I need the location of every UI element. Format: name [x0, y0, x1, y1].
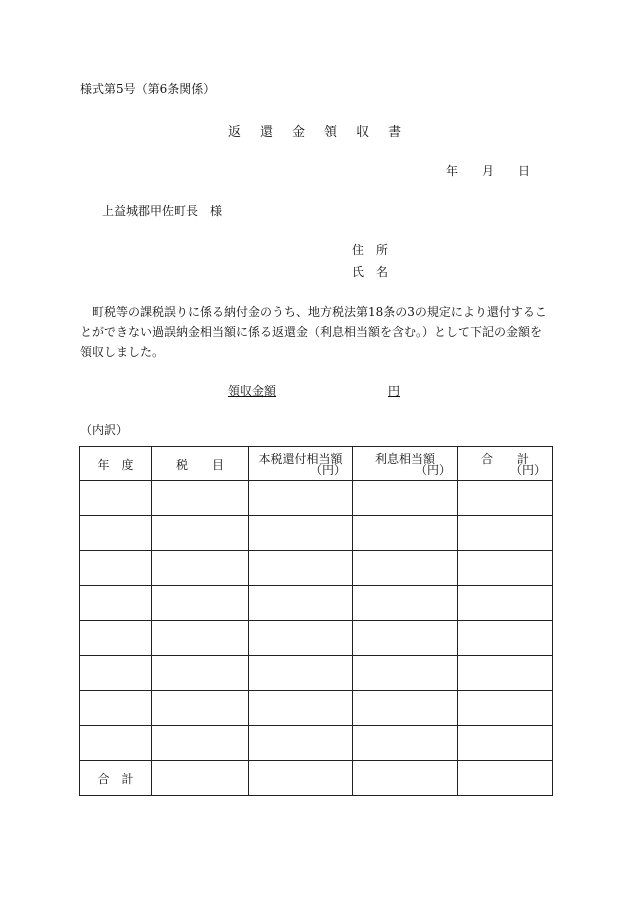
table-cell[interactable] [458, 726, 553, 761]
header-interest [353, 447, 458, 481]
table-cell[interactable] [80, 621, 152, 656]
table-cell[interactable] [353, 656, 458, 691]
table-cell[interactable] [152, 481, 249, 516]
table-cell[interactable] [353, 586, 458, 621]
table-cell[interactable] [152, 551, 249, 586]
table-row [80, 586, 553, 621]
title-char: 書 [388, 125, 403, 140]
table-cell[interactable] [80, 516, 152, 551]
addressee: 上益城郡甲佐町長 様 [102, 204, 223, 218]
table-cell[interactable] [249, 656, 353, 691]
table-cell[interactable] [353, 481, 458, 516]
table-cell[interactable] [80, 691, 152, 726]
table-cell[interactable] [353, 691, 458, 726]
table-cell[interactable] [249, 761, 353, 796]
header-label: 本税還付相当額 [258, 452, 343, 466]
table-cell[interactable] [80, 586, 152, 621]
title-char: 収 [356, 125, 371, 140]
breakdown-label: （内訳） [80, 423, 129, 437]
table-row [80, 551, 553, 586]
date-year: 年 [446, 164, 459, 178]
header-label: 合 計 [480, 452, 529, 466]
table-cell[interactable] [458, 761, 553, 796]
table-cell[interactable] [458, 656, 553, 691]
title-char: 金 [292, 125, 307, 140]
document-title [228, 121, 420, 140]
header-total [458, 447, 553, 481]
table-cell[interactable] [80, 551, 152, 586]
breakdown-table [79, 446, 553, 796]
table-cell[interactable] [80, 656, 152, 691]
table-body [80, 481, 553, 796]
table-cell[interactable] [249, 586, 353, 621]
table-row [80, 621, 553, 656]
table-header-row [80, 447, 553, 481]
table-cell[interactable] [152, 586, 249, 621]
table-cell[interactable] [80, 726, 152, 761]
table-cell[interactable] [458, 691, 553, 726]
header-label: 利息相当額 [374, 452, 435, 466]
header-label: 年 度 [97, 458, 134, 472]
total-label: 合 計 [80, 761, 152, 796]
address-label: 住 所 [352, 243, 389, 257]
date-day: 日 [518, 164, 531, 178]
table-row [80, 691, 553, 726]
table-cell[interactable] [80, 481, 152, 516]
table-cell[interactable] [353, 551, 458, 586]
header-principal-refund [249, 447, 353, 481]
table-cell[interactable] [353, 761, 458, 796]
date-line [446, 162, 530, 179]
header-unit: （円） [509, 463, 546, 477]
form-number: 様式第5号（第6条関係） [80, 82, 216, 96]
table-cell[interactable] [353, 726, 458, 761]
name-label: 氏 名 [352, 265, 389, 279]
table-cell[interactable] [458, 551, 553, 586]
table-row [80, 481, 553, 516]
table-cell[interactable] [152, 691, 249, 726]
header-tax-item [152, 447, 249, 481]
header-fiscal-year [80, 447, 152, 481]
table-cell[interactable] [152, 726, 249, 761]
header-label: 税 目 [175, 458, 224, 472]
title-char: 返 [228, 125, 243, 140]
amount-label: 領収金額 [228, 384, 277, 398]
table-cell[interactable] [353, 516, 458, 551]
header-unit: （円） [414, 463, 451, 477]
table-cell[interactable] [249, 481, 353, 516]
table-cell[interactable] [249, 621, 353, 656]
table-row [80, 656, 553, 691]
body-text: 町税等の課税誤りに係る納付金のうち、地方税法第18条の3の規定により還付することができない過誤納金相当額に係る返還金（利息相当額を含む。）として下記の金額を領収しました。 [80, 305, 547, 359]
table-row [80, 726, 553, 761]
table-cell[interactable] [152, 761, 249, 796]
table-cell[interactable] [353, 621, 458, 656]
title-char: 還 [260, 125, 275, 140]
table-cell[interactable] [249, 726, 353, 761]
total-row [80, 761, 553, 796]
table-row [80, 516, 553, 551]
table-cell[interactable] [458, 586, 553, 621]
table-cell[interactable] [152, 621, 249, 656]
table-cell[interactable] [249, 551, 353, 586]
table-cell[interactable] [152, 656, 249, 691]
table-cell[interactable] [152, 516, 249, 551]
title-char: 領 [324, 125, 339, 140]
date-month: 月 [482, 164, 495, 178]
header-unit: （円） [309, 463, 346, 477]
amount-line [228, 382, 400, 399]
table-cell[interactable] [249, 691, 353, 726]
amount-unit: 円 [388, 384, 401, 398]
table-cell[interactable] [458, 621, 553, 656]
table-cell[interactable] [458, 516, 553, 551]
table-cell[interactable] [249, 516, 353, 551]
table-cell[interactable] [458, 481, 553, 516]
